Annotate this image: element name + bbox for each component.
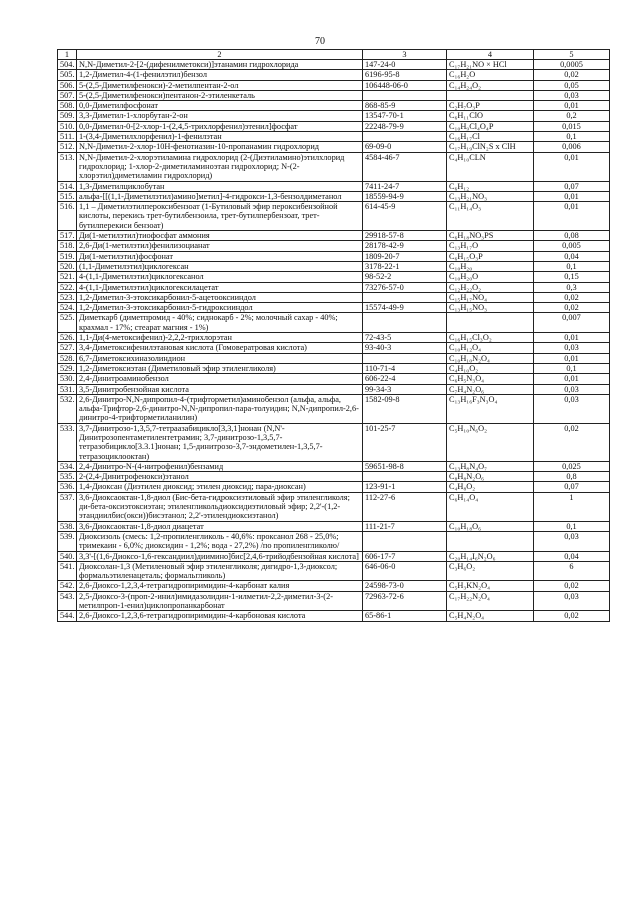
limit-value: 0,1 xyxy=(534,363,610,373)
limit-value: 0,02 xyxy=(534,70,610,80)
table-row xyxy=(58,343,610,353)
row-number: 540. xyxy=(58,551,77,561)
cas-number: 24598-73-0 xyxy=(363,581,447,591)
table-row xyxy=(58,531,610,551)
chemical-formula: C₁₃H₁₆F₃N₃O₄ xyxy=(447,394,534,423)
chemical-formula xyxy=(447,313,534,333)
cas-number: 69-09-0 xyxy=(363,142,447,152)
row-number: 535. xyxy=(58,472,77,482)
substance-name: 2,6-Диоксо-1,2,3,4-тетрагидропиримидин-4-карбонат калия xyxy=(77,581,363,591)
limit-value: 0,8 xyxy=(534,472,610,482)
limit-value: 0,1 xyxy=(534,261,610,271)
table-row xyxy=(58,231,610,241)
table-row xyxy=(58,282,610,292)
cas-number: 646-06-0 xyxy=(363,561,447,581)
row-number: 510. xyxy=(58,121,77,131)
table-row xyxy=(58,303,610,313)
substance-name: 3,3'-[(1,6-Диоксо-1,6-гександиил)диимино]бис[2,4,6-трийодбензойная кислота] xyxy=(77,551,363,561)
row-number: 533. xyxy=(58,423,77,461)
cas-number: 28178-42-9 xyxy=(363,241,447,251)
substance-name: 1,2-Диметоксиэтан (Диметиловый эфир этиленгликоля) xyxy=(77,363,363,373)
row-number: 532. xyxy=(58,394,77,423)
table-row xyxy=(58,591,610,611)
table-row xyxy=(58,472,610,482)
substance-name: 1,3-Диметилциклобутан xyxy=(77,181,363,191)
row-number: 511. xyxy=(58,132,77,142)
row-number: 509. xyxy=(58,111,77,121)
limit-value: 0,0005 xyxy=(534,60,610,70)
substance-name: 1,1 – Диметилэтилпероксибензоат (1-Бутиловый эфир пероксибензойной кислоты, перекись трет-бутилбензоила, трет-бутилпербензоат, трет-бутилперекиси бензоат) xyxy=(77,202,363,231)
substance-name: N,N-Диметил-2-хлорэтиламина гидрохлорид (2-(Диэтиламино)этилхлорид гидрохлорид; 1-хлор-2-диметиламиноэтан гидрохлорид; N-(2-хлорэтил)диметиламин гидрохлорид) xyxy=(77,152,363,181)
limit-value: 0,1 xyxy=(534,521,610,531)
substance-name: 0,0-Диметил-0-[2-хлор-1-(2,4,5-трихлорфенил)этенил]фосфат xyxy=(77,121,363,131)
substance-name: N,N-Диметил-2-хлор-10Н-фенотиазин-10-пропанамин гидрохлорид xyxy=(77,142,363,152)
limit-value: 0,02 xyxy=(534,611,610,621)
cas-number: 29918-57-8 xyxy=(363,231,447,241)
cas-number: 93-40-3 xyxy=(363,343,447,353)
column-header: 2 xyxy=(77,50,363,60)
substance-name: 0,0-Диметилфосфонат xyxy=(77,101,363,111)
chemical-formula: C₁₀H₂₀O xyxy=(447,272,534,282)
chemical-formula xyxy=(447,90,534,100)
limit-value: 0,04 xyxy=(534,251,610,261)
cas-number: 606-17-7 xyxy=(363,551,447,561)
row-number: 516. xyxy=(58,202,77,231)
limit-value: 0,03 xyxy=(534,591,610,611)
substance-name: 2-(2,4-Динитрофенокси)этанол xyxy=(77,472,363,482)
row-number: 528. xyxy=(58,353,77,363)
chemical-formula: C₆H₁₈NO₃PS xyxy=(447,231,534,241)
table-row xyxy=(58,581,610,591)
row-number: 506. xyxy=(58,80,77,90)
row-number: 523. xyxy=(58,292,77,302)
table-row xyxy=(58,461,610,471)
substance-name: 4-(1,1-Диметилэтил)циклогексанол xyxy=(77,272,363,282)
substance-name: 2,5-Диоксо-3-(проп-2-инил)имидазолидин-1-илметил-2,2-диметил-3-(2-метилпроп-1-енил)циклопропанкарбонат xyxy=(77,591,363,611)
cas-number: 106448-06-0 xyxy=(363,80,447,90)
limit-value: 0,02 xyxy=(534,303,610,313)
row-number: 536. xyxy=(58,482,77,492)
limit-value: 0,01 xyxy=(534,101,610,111)
row-number: 515. xyxy=(58,191,77,201)
table-row xyxy=(58,191,610,201)
column-header: 1 xyxy=(58,50,77,60)
row-number: 541. xyxy=(58,561,77,581)
table-row xyxy=(58,353,610,363)
row-number: 527. xyxy=(58,343,77,353)
chemical-formula: C₄H₁₀CLN xyxy=(447,152,534,181)
cas-number: 4584-46-7 xyxy=(363,152,447,181)
cas-number: 98-52-2 xyxy=(363,272,447,282)
limit-value: 0,2 xyxy=(534,111,610,121)
substance-name: 1,4-Диоксан (Диэтилен диоксид; этилен диоксид; пара-диоксан) xyxy=(77,482,363,492)
cas-number xyxy=(363,472,447,482)
table-row xyxy=(58,152,610,181)
table-row xyxy=(58,611,610,621)
chemical-formula: C₁₀H₂₀ xyxy=(447,261,534,271)
table-row xyxy=(58,561,610,581)
row-number: 531. xyxy=(58,384,77,394)
row-number: 518. xyxy=(58,241,77,251)
cas-number: 72-43-5 xyxy=(363,333,447,343)
table-row xyxy=(58,521,610,531)
substance-name: N,N-Диметил-2-[2-(дифенилметокси)]этанамин гидрохлорида xyxy=(77,60,363,70)
table-row xyxy=(58,482,610,492)
limit-value: 0,04 xyxy=(534,551,610,561)
limit-value: 0,025 xyxy=(534,461,610,471)
limit-value: 0,01 xyxy=(534,202,610,231)
cas-number xyxy=(363,292,447,302)
cas-number: 59651-98-8 xyxy=(363,461,447,471)
chemical-formula: C₂H₇O₃P xyxy=(447,101,534,111)
row-number: 517. xyxy=(58,231,77,241)
cas-number: 7411-24-7 xyxy=(363,181,447,191)
table-row xyxy=(58,181,610,191)
chemical-formula: C₅H₃KN₂O₄ xyxy=(447,581,534,591)
chemical-formula: C₂₀H₁₄I₆N₂O₆ xyxy=(447,551,534,561)
chemical-formula: C₁₃H₂₁NO₃ xyxy=(447,191,534,201)
limit-value: 1 xyxy=(534,492,610,521)
limit-value: 0,15 xyxy=(534,272,610,282)
row-number: 537. xyxy=(58,492,77,521)
chemical-formula: C₅H₄N₂O₄ xyxy=(447,611,534,621)
cas-number: 18559-94-9 xyxy=(363,191,447,201)
cas-number: 3178-22-1 xyxy=(363,261,447,271)
row-number: 508. xyxy=(58,101,77,111)
chemical-formula: C₁₇H₁₉ClN₂S x ClH xyxy=(447,142,534,152)
substance-name: Диоксолан-1,3 (Метиленовый эфир этиленгликоля; дигидро-1,3-диоксол; формальэтиленацеталь; формальгликоль) xyxy=(77,561,363,581)
limit-value: 0,007 xyxy=(534,313,610,333)
cas-number: 73276-57-0 xyxy=(363,282,447,292)
cas-number xyxy=(363,353,447,363)
row-number: 507. xyxy=(58,90,77,100)
limit-value: 0,015 xyxy=(534,121,610,131)
chemical-formula: C₃H₆O₂ xyxy=(447,561,534,581)
cas-number: 15574-49-9 xyxy=(363,303,447,313)
cas-number xyxy=(363,90,447,100)
chemical-formula: C₁₆H₁₅Cl₃O₂ xyxy=(447,333,534,343)
cas-number xyxy=(363,313,447,333)
table-row xyxy=(58,111,610,121)
row-number: 542. xyxy=(58,581,77,591)
cas-number: 72963-72-6 xyxy=(363,591,447,611)
chemical-formula: C₆H₅N₃O₄ xyxy=(447,374,534,384)
limit-value: 0,01 xyxy=(534,353,610,363)
row-number: 526. xyxy=(58,333,77,343)
row-number: 513. xyxy=(58,152,77,181)
limit-value: 0,01 xyxy=(534,152,610,181)
table-row xyxy=(58,551,610,561)
cas-number: 614-45-9 xyxy=(363,202,447,231)
table-row xyxy=(58,132,610,142)
chemical-formula: C₄H₁₀O₂ xyxy=(447,363,534,373)
chemical-formula: C₁₃H₁₅NO₃ xyxy=(447,303,534,313)
table-row xyxy=(58,363,610,373)
limit-value: 0,03 xyxy=(534,90,610,100)
limit-value: 0,01 xyxy=(534,374,610,384)
chemical-formula: C₁₅H₁₇NO₄ xyxy=(447,292,534,302)
limit-value: 0,03 xyxy=(534,394,610,423)
substance-name: 5-(2,5-Диметилфенокси)-2-метилпентан-2-ол xyxy=(77,80,363,90)
cas-number: 13547-70-1 xyxy=(363,111,447,121)
table-row xyxy=(58,60,610,70)
table-row xyxy=(58,292,610,302)
chemical-formula xyxy=(447,531,534,551)
cas-number: 111-21-7 xyxy=(363,521,447,531)
substance-name: Диоксизоль (смесь: 1,2-пропиленгликоль - 40,6%: проксанол 268 - 25,0%; тримекаин - 6,0%; диоксидин - 1,2%; вода - 27,2%) /по пропиленгликолю/ xyxy=(77,531,363,551)
chemical-formula: C₄H₈O₂ xyxy=(447,482,534,492)
row-number: 522. xyxy=(58,282,77,292)
cas-number: 99-34-3 xyxy=(363,384,447,394)
limit-value: 0,006 xyxy=(534,142,610,152)
chemical-formula: C₅H₁₀N₆O₂ xyxy=(447,423,534,461)
limit-value: 0,02 xyxy=(534,581,610,591)
chemical-formula: C₆H₁₁ClO xyxy=(447,111,534,121)
chemical-formula: C₁₁H₁₄O₃ xyxy=(447,202,534,231)
row-number: 543. xyxy=(58,591,77,611)
table-row xyxy=(58,394,610,423)
table-row xyxy=(58,313,610,333)
table-row xyxy=(58,384,610,394)
table-row xyxy=(58,272,610,282)
cas-number xyxy=(363,132,447,142)
cas-number: 110-71-4 xyxy=(363,363,447,373)
limit-value: 0,02 xyxy=(534,423,610,461)
substance-name: Ди(1-метилэтил)фосфонат xyxy=(77,251,363,261)
limit-value: 0,02 xyxy=(534,292,610,302)
row-number: 530. xyxy=(58,374,77,384)
limit-value: 0,07 xyxy=(534,482,610,492)
substance-name: 2,6-Динитро-N,N-дипропил-4-(трифторметил)аминобензол (альфа, альфа, альфа-Трифтор-2,6-динитро-N,N-дипропил-пара-толуидин; N,N-дипропил-2,6-динитро-4-трифторметиланилин) xyxy=(77,394,363,423)
row-number: 544. xyxy=(58,611,77,621)
table-header-row xyxy=(58,50,610,60)
column-header: 3 xyxy=(363,50,447,60)
row-number: 538. xyxy=(58,521,77,531)
substances-table xyxy=(57,49,610,622)
substance-name: 2,6-Ди(1-метилэтил)фенилизоцианат xyxy=(77,241,363,251)
substance-name: 2,4-Динитро-N-(4-нитрофенил)бензамид xyxy=(77,461,363,471)
substance-name: 1,2-Диметил-4-(1-фенилэтил)бензол xyxy=(77,70,363,80)
row-number: 521. xyxy=(58,272,77,282)
substance-name: 2,4-Динитроаминобензол xyxy=(77,374,363,384)
chemical-formula: C₁₀H₁₂O₄ xyxy=(447,343,534,353)
limit-value: 0,01 xyxy=(534,333,610,343)
chemical-formula: C₇H₄N₂O₆ xyxy=(447,384,534,394)
row-number: 505. xyxy=(58,70,77,80)
limit-value: 0,08 xyxy=(534,231,610,241)
limit-value: 0,05 xyxy=(534,80,610,90)
table-row xyxy=(58,80,610,90)
chemical-formula: C₁₀H₁₈O₆ xyxy=(447,521,534,531)
table-row xyxy=(58,101,610,111)
table-body xyxy=(58,60,610,622)
row-number: 529. xyxy=(58,363,77,373)
limit-value: 0,03 xyxy=(534,384,610,394)
row-number: 539. xyxy=(58,531,77,551)
substance-name: Ди(1-метилэтил)тиофосфат аммония xyxy=(77,231,363,241)
substance-name: 3,6-Диоксаоктан-1,8-диол диацетат xyxy=(77,521,363,531)
substance-name: 3,6-Диоксаоктан-1,8-диол (Бис-бета-гидроксиэтиловый эфир этиленгликоля; ди-бета-оксиэтоксиэтан; этиленгликольдиоксидиэтиловый эфир; 2,2'-(1,2-этандиилбис(окси))бисэтанол; 2,2'-этилендиоксиэтанол) xyxy=(77,492,363,521)
row-number: 534. xyxy=(58,461,77,471)
substance-name: 2,6-Диоксо-1,2,3,6-тетрагидропиримидин-4-карбоновая кислота xyxy=(77,611,363,621)
chemical-formula: C₁₆H₂O xyxy=(447,70,534,80)
chemical-formula: C₁₃H₁₇O xyxy=(447,241,534,251)
limit-value: 0,03 xyxy=(534,343,610,353)
substance-name: Диметкарб (диметпромид - 40%; сиднокарб - 2%; молочный сахар - 40%; крахмал - 17%; стеарат магния - 1%) xyxy=(77,313,363,333)
limit-value: 0,3 xyxy=(534,282,610,292)
chemical-formula: C₆H₁₂ xyxy=(447,181,534,191)
table-row xyxy=(58,90,610,100)
limit-value: 0,01 xyxy=(534,191,610,201)
chemical-formula: C₁₇H₂₁NO × HCl xyxy=(447,60,534,70)
chemical-formula: C₁₇H₂₂N₂O₄ xyxy=(447,591,534,611)
chemical-formula: C₈H₈N₂O₆ xyxy=(447,472,534,482)
cas-number xyxy=(363,531,447,551)
page-number: 70 xyxy=(315,36,325,47)
table-row xyxy=(58,241,610,251)
cas-number: 112-27-6 xyxy=(363,492,447,521)
substance-name: 3,5-Динитробензойная кислота xyxy=(77,384,363,394)
chemical-formula: C₆H₁₄O₄ xyxy=(447,492,534,521)
row-number: 520. xyxy=(58,261,77,271)
cas-number: 1809-20-7 xyxy=(363,251,447,261)
limit-value: 6 xyxy=(534,561,610,581)
chemical-formula: C₆H₁₅O₃P xyxy=(447,251,534,261)
substance-name: 1,2-Диметил-3-этоксикарбонил-5-ацетооксииндол xyxy=(77,292,363,302)
table-row xyxy=(58,202,610,231)
cas-number: 65-86-1 xyxy=(363,611,447,621)
table-row xyxy=(58,70,610,80)
cas-number: 22248-79-9 xyxy=(363,121,447,131)
cas-number: 123-91-1 xyxy=(363,482,447,492)
cas-number: 6196-95-8 xyxy=(363,70,447,80)
row-number: 514. xyxy=(58,181,77,191)
substance-name: 5-(2,5-Диметилфенокси)пентанон-2-этиленкеталь xyxy=(77,90,363,100)
chemical-formula: C₁₆H₁₇Cl xyxy=(447,132,534,142)
substance-name: 3,7-Динитрозо-1,3,5,7-тетраазабицикло[3,3,1]нонан (N,N'-Динитрозопентаметилентетрамин; 3,7-динитрозо-1,3,5,7-тетразобицикло[3.3.1]нонан; 1,5-динитрозо-3,7-эндометилен-1,3,5,7-тетразоциклооктан) xyxy=(77,423,363,461)
row-number: 525. xyxy=(58,313,77,333)
cas-number: 606-22-4 xyxy=(363,374,447,384)
cas-number: 1582-09-8 xyxy=(363,394,447,423)
cas-number: 868-85-9 xyxy=(363,101,447,111)
substance-name: 4-(1,1-Диметилэтил)циклогексилацетат xyxy=(77,282,363,292)
limit-value: 0,03 xyxy=(534,531,610,551)
table-row xyxy=(58,423,610,461)
cas-number: 147-24-0 xyxy=(363,60,447,70)
cas-number: 101-25-7 xyxy=(363,423,447,461)
table-row xyxy=(58,261,610,271)
substance-name: (1,1-Диметилэтил)циклогексан xyxy=(77,261,363,271)
table-row xyxy=(58,492,610,521)
row-number: 524. xyxy=(58,303,77,313)
table-row xyxy=(58,121,610,131)
limit-value: 0,005 xyxy=(534,241,610,251)
substance-name: 1-(3,4-Диметилхлорфенил)-1-фенилэтан xyxy=(77,132,363,142)
chemical-formula: C₁₂H₂₂O₂ xyxy=(447,282,534,292)
table-row xyxy=(58,374,610,384)
chemical-formula: C₁₀H₁₀N₂O₄ xyxy=(447,353,534,363)
substance-name: 1,1-Ди(4-метоксифенил)-2,2,2-трихлорэтан xyxy=(77,333,363,343)
substance-name: 3,4-Диметоксифенилэтановая кислота (Гомовератровая кислота) xyxy=(77,343,363,353)
chemical-formula: C₁₄H₂₄O₂ xyxy=(447,80,534,90)
limit-value: 0,1 xyxy=(534,132,610,142)
row-number: 512. xyxy=(58,142,77,152)
table-row xyxy=(58,333,610,343)
substance-name: 3,3-Диметил-1-хлорбутан-2-он xyxy=(77,111,363,121)
chemical-formula: C₁₀H₉Cl₄O₄P xyxy=(447,121,534,131)
chemical-formula: C₁₃H₈N₄O₇ xyxy=(447,461,534,471)
table-row xyxy=(58,142,610,152)
row-number: 504. xyxy=(58,60,77,70)
column-header: 4 xyxy=(447,50,534,60)
column-header: 5 xyxy=(534,50,610,60)
substance-name: 1,2-Диметил-3-этоксикарбонил-5-гидроксииндол xyxy=(77,303,363,313)
row-number: 519. xyxy=(58,251,77,261)
substance-name: альфа-[[(1,1-Диметилэтил)амино]метил]-4-гидрокси-1,3-бензолдиметанол xyxy=(77,191,363,201)
limit-value: 0,07 xyxy=(534,181,610,191)
substance-name: 6,7-Диметоксихиназолиндион xyxy=(77,353,363,363)
table-row xyxy=(58,251,610,261)
